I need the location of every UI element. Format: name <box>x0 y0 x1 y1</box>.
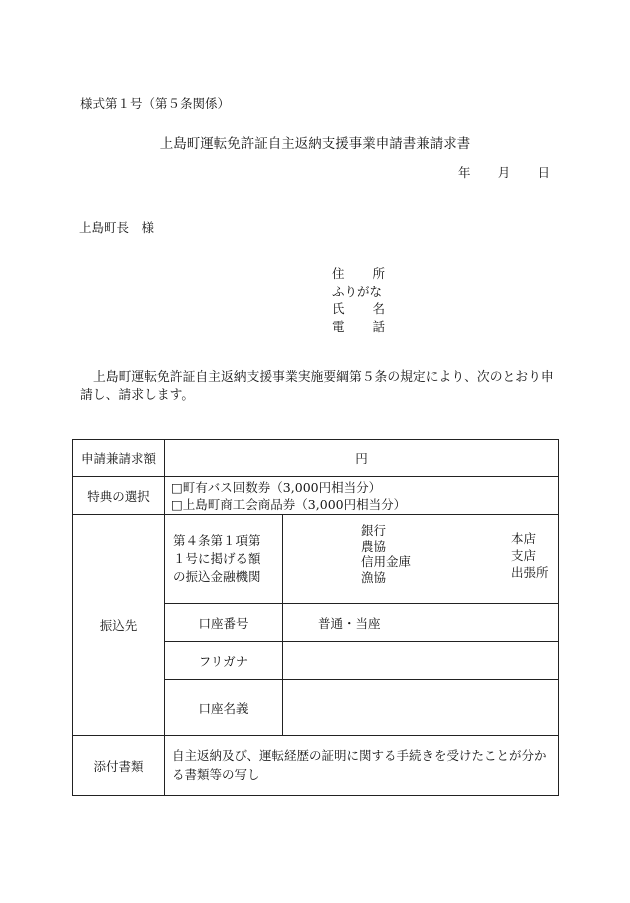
application-table <box>72 439 559 796</box>
applicant-furigana-label: ふりがな <box>332 283 383 299</box>
branch-type-list <box>511 530 549 581</box>
bank-type-list <box>361 523 411 585</box>
attachments-row <box>73 736 559 796</box>
account-name-label: 口座名義 <box>165 680 283 736</box>
applicant-name-label: 氏 名 <box>332 301 385 316</box>
date-year: 年 <box>458 165 471 180</box>
branch-type-office: 出張所 <box>511 565 549 580</box>
date-month: 月 <box>497 165 511 180</box>
bank-label: 第４条第１項第 １号に掲げる額 の振込金融機関 <box>165 515 283 604</box>
benefit-options <box>165 477 559 515</box>
form-number-label: 様式第１号（第５条関係） <box>80 96 231 111</box>
furigana-label: フリガナ <box>165 642 283 680</box>
benefit-option-voucher[interactable]: □上島町商工会商品券（3,000円相当分） <box>171 496 407 512</box>
benefit-row <box>73 477 559 515</box>
benefit-option-bus[interactable]: □町有バス回数券（3,000円相当分） <box>171 479 382 495</box>
bank-row <box>73 515 559 604</box>
transfer-label: 振込先 <box>73 515 165 736</box>
branch-type-main: 本店 <box>511 531 537 546</box>
date-line <box>458 163 550 181</box>
amount-unit: 円 <box>355 451 368 466</box>
addressee: 上島町長 様 <box>79 220 155 235</box>
account-number-field[interactable] <box>283 604 559 642</box>
bank-type-agri: 農協 <box>361 538 387 554</box>
request-statement: 上島町運転免許証自主返納支援事業実施要綱第５条の規定により、次のとおり申請し、請求します。 <box>80 370 554 403</box>
furigana-field[interactable] <box>283 642 559 680</box>
attachments-text: 自主返納及び、運転経歴の証明に関する手続きを受けたことが分かる書類等の写し <box>165 736 559 796</box>
applicant-phone-label: 電 話 <box>332 318 385 334</box>
amount-row <box>73 440 559 477</box>
attachments-label: 添付書類 <box>73 736 165 796</box>
account-name-field[interactable] <box>283 680 559 736</box>
benefit-label: 特典の選択 <box>73 477 165 515</box>
bank-type-credit: 信用金庫 <box>361 554 412 569</box>
bank-type-fishery: 漁協 <box>361 569 387 585</box>
amount-label: 申請兼請求額 <box>73 440 165 477</box>
amount-field[interactable] <box>165 440 559 477</box>
account-type: 普通・当座 <box>318 615 381 631</box>
applicant-address-label: 住 所 <box>332 266 385 281</box>
bank-field[interactable] <box>283 515 559 604</box>
account-number-label: 口座番号 <box>165 604 283 642</box>
date-day: 日 <box>537 165 550 180</box>
bank-type-bank: 銀行 <box>361 523 387 538</box>
applicant-fields <box>332 265 385 335</box>
document-title: 上島町運転免許証自主返納支援事業申請書兼請求書 <box>159 136 471 152</box>
branch-type-branch: 支店 <box>511 548 537 563</box>
